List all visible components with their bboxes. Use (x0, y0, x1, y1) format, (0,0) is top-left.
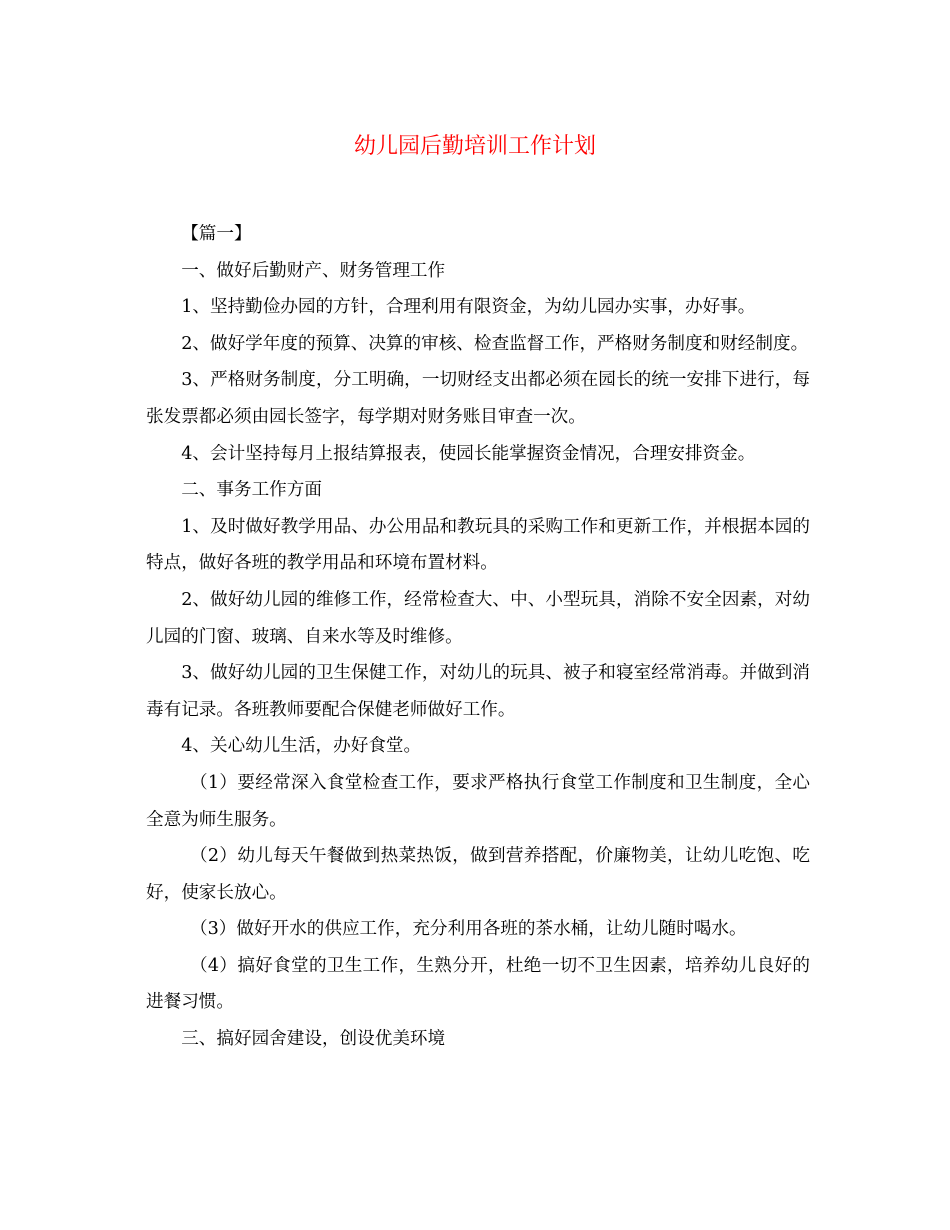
section-marker: 【篇一】 (181, 224, 252, 244)
body-paragraph: 2、做好学年度的预算、决算的审核、检查监督工作，严格财务制度和财经制度。 (181, 333, 809, 354)
body-paragraph: 1、及时做好教学用品、办公用品和教玩具的采购工作和更新工作，并根据本园的特点，做好各班的教学用品和环境布置材料。 (146, 516, 810, 574)
sub-item-paragraph: （3）做好开水的供应工作，充分利用各班的茶水桶，让幼儿随时喝水。 (190, 919, 747, 940)
body-paragraph: 4、会计坚持每月上报结算报表，使园长能掌握资金情况，合理安排资金。 (181, 443, 756, 464)
sub-item-paragraph: （4）搞好食堂的卫生工作，生熟分开，杜绝一切不卫生因素，培养幼儿良好的进餐习惯。 (146, 955, 810, 1013)
sub-item-paragraph: （1）要经常深入食堂检查工作，要求严格执行食堂工作制度和卫生制度，全心全意为师生服务。 (146, 772, 810, 830)
section-heading: 一、做好后勤财产、财务管理工作 (181, 260, 446, 281)
body-paragraph: 2、做好幼儿园的维修工作，经常检查大、中、小型玩具，消除不安全因素，对幼儿园的门窗、玻璃、自来水等及时维修。 (146, 589, 810, 647)
body-paragraph: 3、做好幼儿园的卫生保健工作，对幼儿的玩具、被子和寝室经常消毒。并做到消毒有记录。各班教师要配合保健老师做好工作。 (146, 663, 810, 720)
document-title: 幼儿园后勤培训工作计划 (353, 134, 596, 159)
section-heading: 三、搞好园舍建设，创设优美环境 (181, 1029, 446, 1050)
sub-item-paragraph: （2）幼儿每天午餐做到热菜热饭，做到营养搭配，价廉物美，让幼儿吃饱、吃好，使家长放心。 (146, 846, 810, 903)
body-paragraph: 4、关心幼儿生活，办好食堂。 (181, 736, 422, 757)
section-heading: 二、事务工作方面 (181, 480, 322, 501)
document-body (146, 216, 810, 1058)
body-paragraph: 1、坚持勤俭办园的方针，合理利用有限资金，为幼儿园办实事，办好事。 (181, 297, 756, 318)
body-paragraph: 3、严格财务制度，分工明确，一切财经支出都必须在园长的统一安排下进行，每张发票都必须由园长签字，每学期对财务账目审查一次。 (146, 370, 810, 427)
